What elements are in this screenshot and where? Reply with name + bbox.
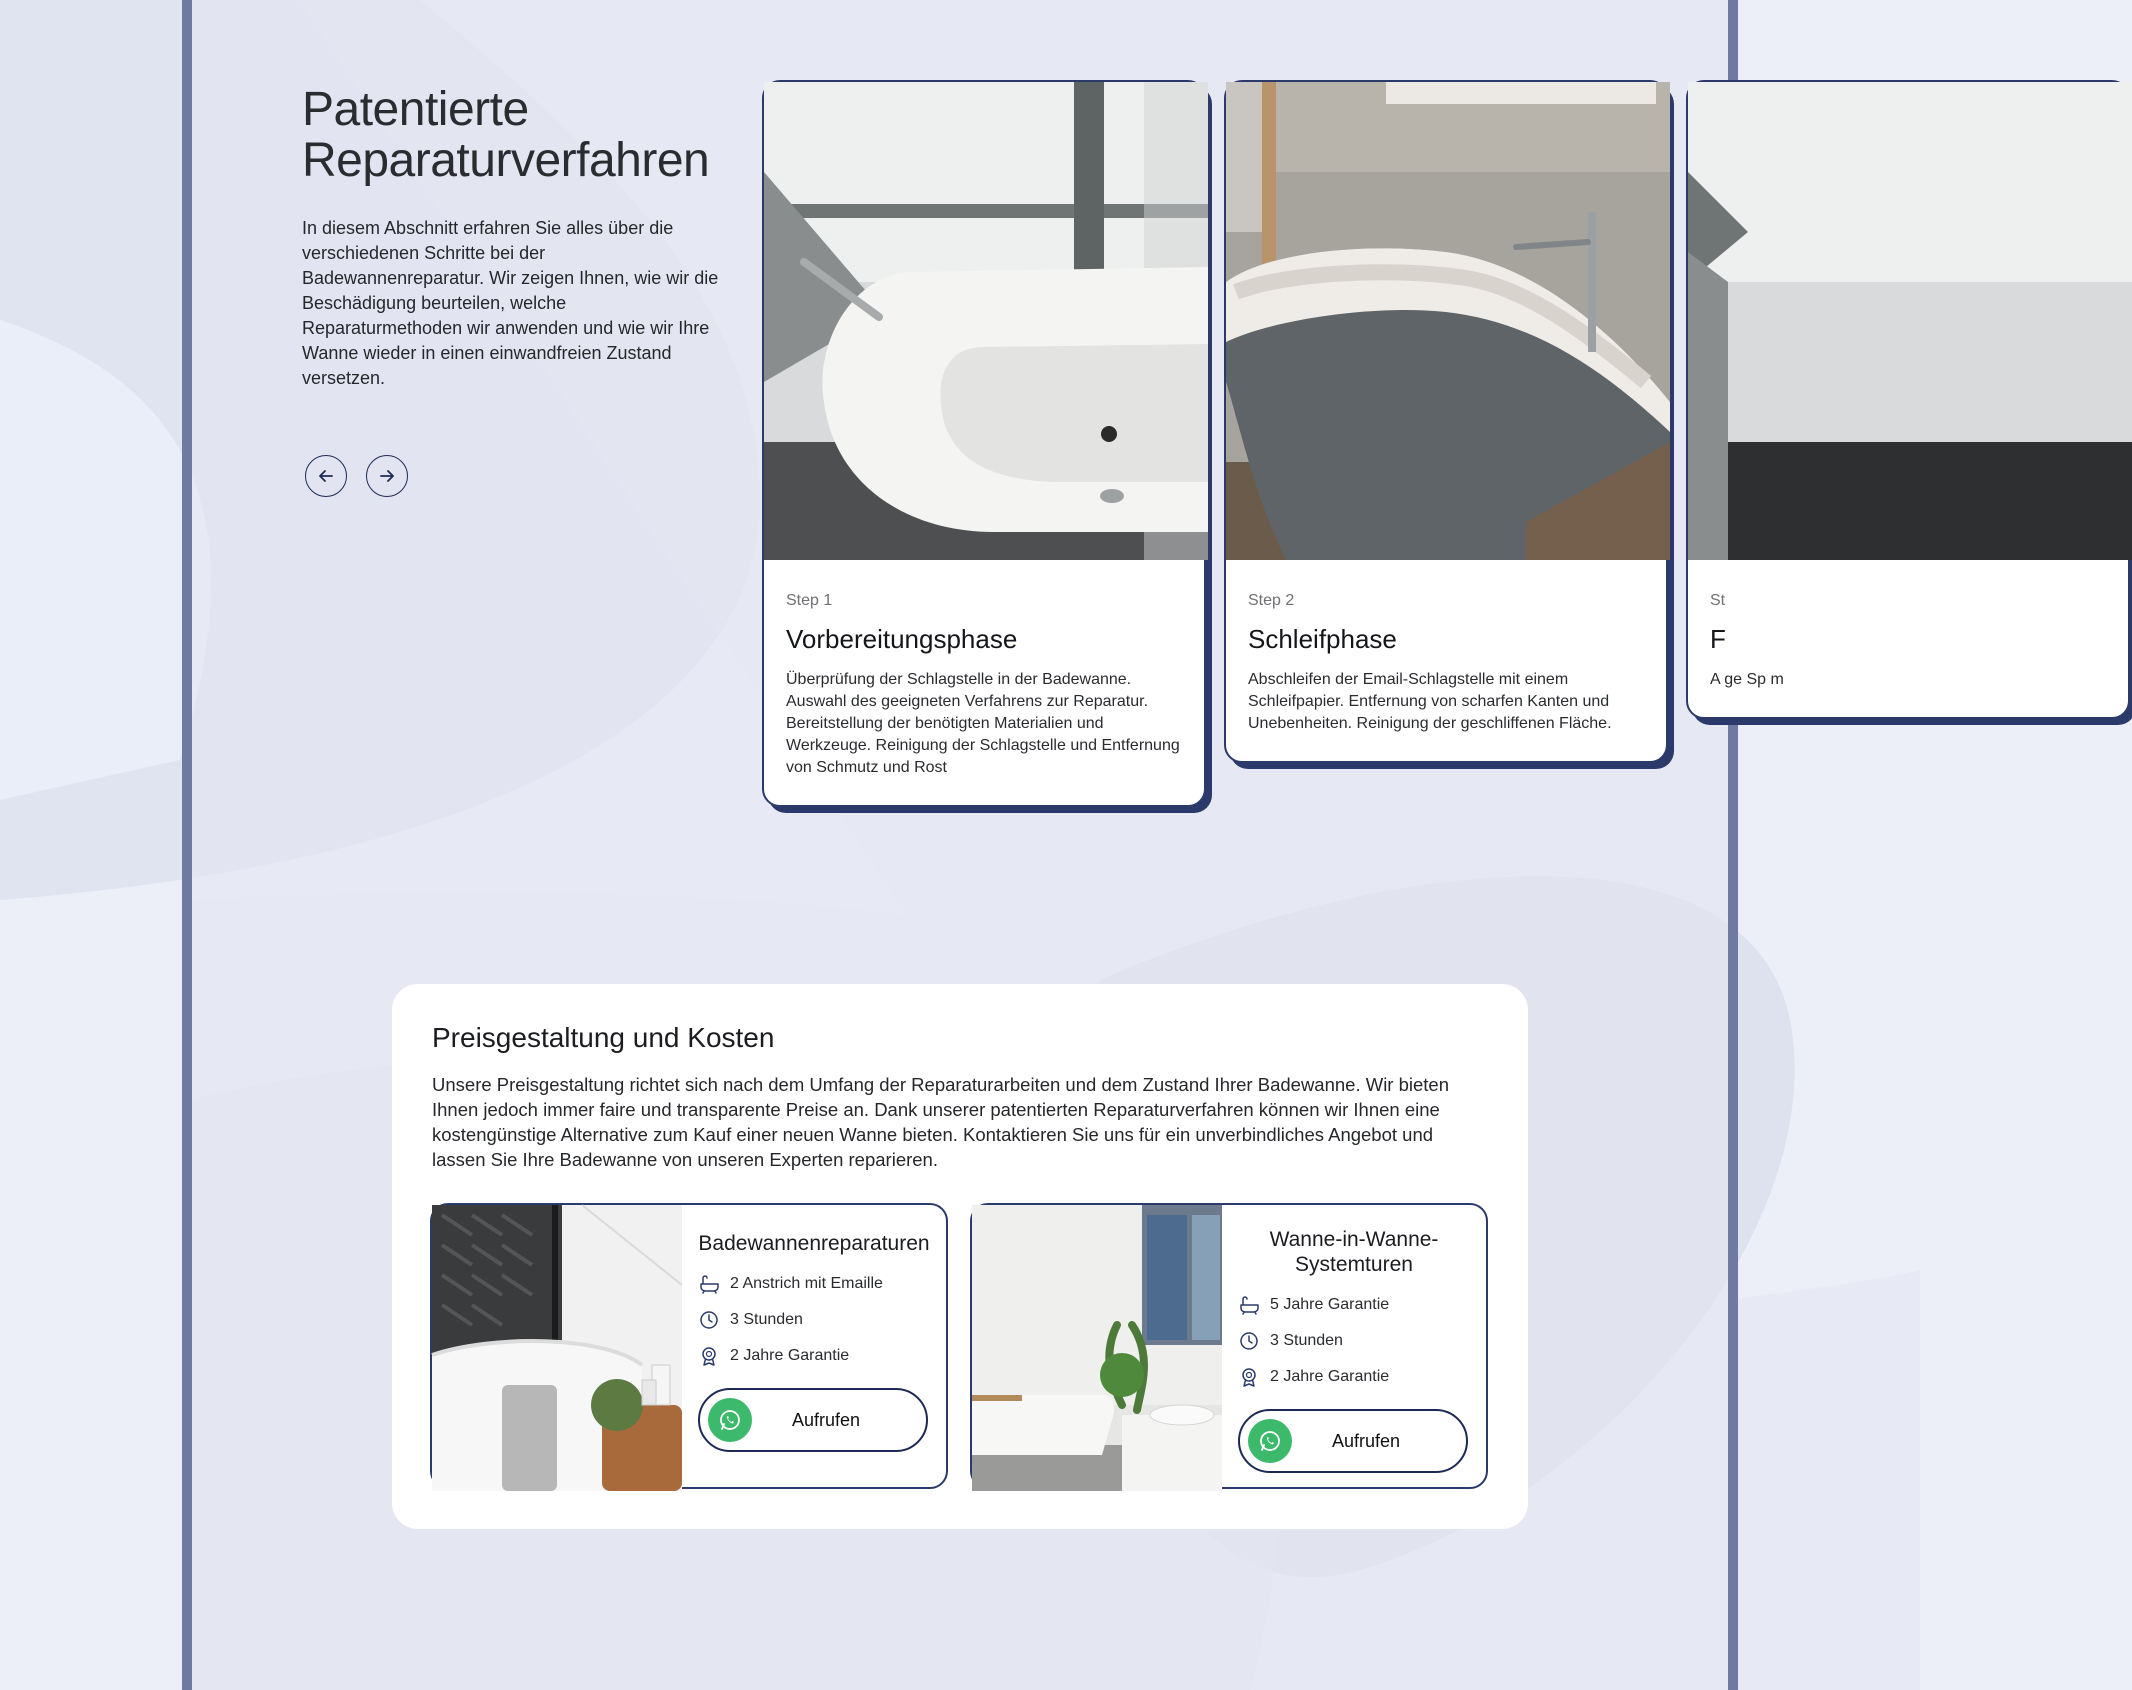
section-description: In diesem Abschnitt erfahren Sie alles über die verschiedenen Schritte bei der Badewannenreparatur. Wir zeigen Ihnen, wie wir die Beschädigung beurteilen, welche Reparaturmethoden wir anwenden und wie wir Ihre Wanne wieder in einen einwandfreien Zustand versetzen. [302, 218, 719, 388]
pricing-title: Preisgestaltung und Kosten [432, 1022, 775, 1053]
call-button-label: Aufrufen [1331, 1430, 1401, 1451]
offer-feature [1238, 1359, 1470, 1395]
offer-feature-text: 5 Jahre Garantie [1270, 1296, 1390, 1313]
offer-card-tub-in-tub[interactable] [970, 1203, 1488, 1489]
offer-title: Wanne-in-Wanne-Systemturen [1269, 1228, 1439, 1276]
offer-feature [1238, 1323, 1470, 1359]
bathtub-icon [1238, 1294, 1260, 1316]
step-card[interactable] [762, 80, 1206, 807]
call-button-label: Aufrufen [791, 1409, 861, 1430]
offer-feature-text: 2 Anstrich mit Emaille [730, 1275, 883, 1292]
slider-next-button[interactable] [366, 455, 408, 497]
section-title: Patentierte Reparaturverfahren [302, 83, 710, 187]
offer-feature [698, 1302, 930, 1338]
whatsapp-icon [1248, 1419, 1292, 1463]
steps-slider[interactable] [760, 78, 1784, 798]
step-image-bathtub-partial [1688, 82, 2128, 560]
offer-feature-text: 2 Jahre Garantie [730, 1347, 850, 1364]
step-description: Abschleifen der Email-Schlagstelle mit einem Schleifpapier. Entfernung von scharfen Kanten und Unebenheiten. Reinigung der geschliffenen Fläche. [1248, 671, 1612, 732]
offer-image-bathroom-modern [972, 1205, 1222, 1487]
arrow-left-icon [316, 466, 336, 486]
slider-prev-button[interactable] [305, 455, 347, 497]
offer-card-repairs[interactable] [430, 1203, 948, 1489]
step-image-bathtub-grey [1226, 82, 1666, 560]
offer-feature [698, 1266, 930, 1302]
step-card[interactable] [1224, 80, 1668, 763]
offer-feature-text: 3 Stunden [1270, 1332, 1343, 1349]
pricing-section [392, 984, 1528, 1529]
whatsapp-icon [708, 1398, 752, 1442]
offer-feature-text: 2 Jahre Garantie [1270, 1368, 1390, 1385]
call-button[interactable] [698, 1388, 928, 1452]
offer-info [1222, 1205, 1486, 1487]
offer-feature-text: 3 Stunden [730, 1311, 803, 1328]
step-card[interactable] [1686, 80, 2130, 719]
offer-image-bathroom-marble [432, 1205, 682, 1487]
step-description: Überprüfung der Schlagstelle in der Badewanne. Auswahl des geeigneten Verfahrens zur Reparatur. Bereitstellung der benötigten Materialien und Werkzeuge. Reinigung der Schlagstelle und Entfernung von Schmutz und Rost [786, 671, 1180, 776]
step-description: A ge Sp m [1710, 671, 1784, 688]
arrow-right-icon [377, 466, 397, 486]
offer-feature [1238, 1287, 1470, 1323]
step-label: Step 2 [1248, 592, 1295, 609]
call-button[interactable] [1238, 1409, 1468, 1473]
offer-title: Badewannenreparaturen [698, 1232, 930, 1255]
clock-icon [698, 1309, 720, 1331]
clock-icon [1238, 1330, 1260, 1352]
step-image-bathtub-white [764, 82, 1204, 560]
pricing-description: Unsere Preisgestaltung richtet sich nach dem Umfang der Reparaturarbeiten und dem Zustand Ihrer Badewanne. Wir bieten Ihnen jedoch immer faire und transparente Preise an. Dank unserer patentierten Reparaturverfahren können wir Ihnen eine kostengünstige Alternative zum Kauf einer neuen Wanne bieten. Kontaktieren Sie uns für ein unverbindliches Angebot und lassen Sie Ihre Badewanne von unseren Experten reparieren. [432, 1074, 1450, 1170]
step-title: F [1710, 624, 1726, 654]
step-title: Vorbereitungsphase [786, 624, 1018, 654]
step-label: St [1710, 592, 1726, 609]
offer-info [682, 1205, 946, 1487]
bathtub-icon [698, 1273, 720, 1295]
step-label: Step 1 [786, 592, 833, 609]
award-icon [1238, 1366, 1260, 1388]
offer-feature [698, 1338, 930, 1374]
award-icon [698, 1345, 720, 1367]
step-title: Schleifphase [1248, 624, 1397, 654]
